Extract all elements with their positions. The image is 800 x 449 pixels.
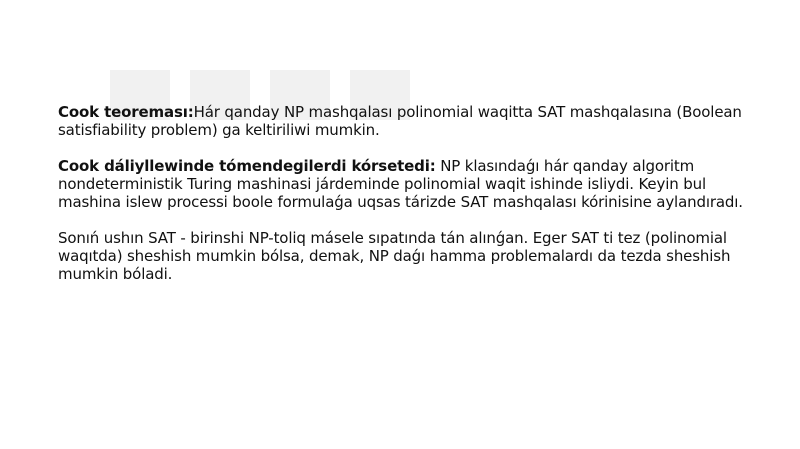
paragraph-label: Cook teoreması:	[58, 103, 194, 121]
paragraph-text: Hár qanday NP mashqalası polinomial waqitta SAT mashqalasına (Boolean satisfiability problem) ga keltiriliwi mumkin.	[58, 103, 742, 139]
paragraph-cook-proof	[58, 157, 758, 211]
text-content	[58, 103, 758, 301]
paragraph-cook-theorem	[58, 103, 758, 139]
paragraph-text: Sonıń ushın SAT - birinshi NP-toliq másele sıpatında tán alınǵan. Eger SAT ti tez (polinomial waqıtda) sheshish mumkin bólsa, demak, NP daǵı hamma problemalardı da tezda sheshish mumkin bóladi.	[58, 229, 731, 283]
paragraph-text: NP klasındaǵı hár qanday algoritm nondeterministik Turing mashinasi járdeminde polinomial waqit ishinde isliydi. Keyin bul mashina islew processi boole formulaǵa uqsas tárizde SAT mashqalası kórinisine aylandıradı.	[58, 157, 743, 211]
paragraph-conclusion	[58, 229, 758, 283]
paragraph-label: Cook dáliyllewinde tómendegilerdi kórsetedi:	[58, 157, 436, 175]
